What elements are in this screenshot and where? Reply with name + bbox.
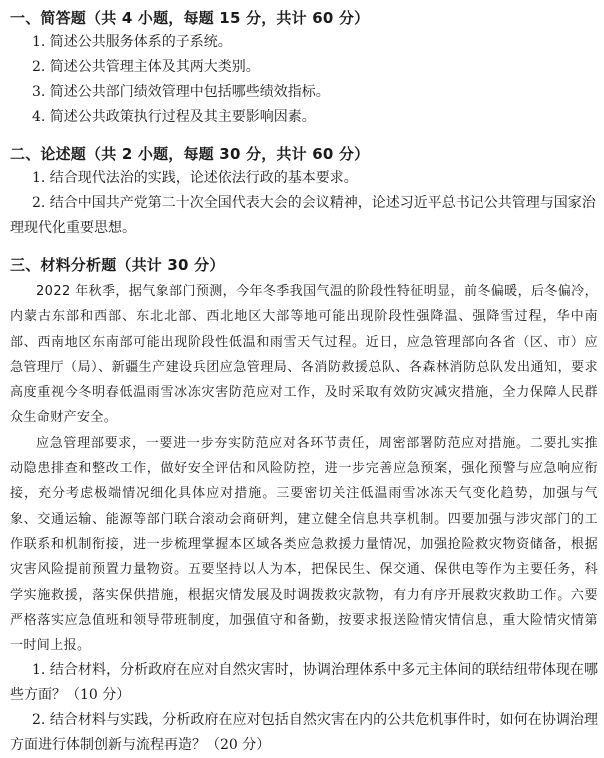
- section3-question-1: 1. 结合材料，分析政府在应对自然灾害时，协调治理体系中多元主体间的联结纽带体现在哪些方面？（10 分）: [10, 662, 598, 704]
- section3-title: 三、材料分析题（共计 30 分）: [10, 256, 225, 274]
- material-paragraph-1: 2022 年秋季，据气象部门预测，今年冬季我国气温的阶段性特征明显，前冬偏暖，后冬偏冷，内蒙古东部和西部、东北北部、西北地区大部等地可能出现阶段性强降温、强降雪过程，华中南部、西南地区东南部可能出现阶段性低温和雨雪天气过程。近日，应急管理部向各省（区、市）应急管理厅（局）、新疆生产建设兵团应急管理局、各消防救援总队、各森林消防总队发出通知，要求高度重视今冬明春低温雨雪冰冻灾害防范应对工作，及时采取有效防灾减灾措施，全力保障人民群众生命财产安全。: [10, 284, 598, 426]
- spacer: [10, 241, 598, 253]
- section1-question-1: 1. 简述公共服务体系的子系统。: [32, 34, 232, 50]
- section1-question-4: 4. 简述公共政策执行过程及其主要影响因素。: [32, 109, 316, 125]
- spacer: [10, 130, 598, 142]
- material-paragraph-2: 应急管理部要求，一要进一步夯实防范应对各环节责任，周密部署防范应对措施。二要扎实推动隐患排查和整改工作，做好安全评估和风险防控，进一步完善应急预案，强化预警与应急响应衔接，充分考虑极端情况细化具体应对措施。三要密切关注低温雨雪冰冻天气变化趋势，加强与气象、交通运输、能源等部门联合滚动会商研判，建立健全信息共享机制。四要加强与涉灾部门的工作联系和机制衔接，进一步梳理掌握本区域各类应急救援力量情况，加强抢险救灾物资储备，根据灾害风险提前预置力量物资。五要坚持以人为本，把保民生、保交通、保供电等作为主要任务，科学实施救援，落实保供措施，根据灾情发展及时调拨救灾款物，有力有序开展救灾救助工作。六要严格落实应急值班和领导带班制度，加强值守和备勤，按要求报送险情灾情信息，重大险情灾情第一时间上报。: [10, 435, 598, 654]
- section3-question-2: 2. 结合材料与实践，分析政府在应对包括自然灾害在内的公共危机事件时，如何在协调治理方面进行体制创新与流程再造？（20 分）: [10, 712, 598, 754]
- section2-question-2: 2. 结合中国共产党第二十次全国代表大会的会议精神，论述习近平总书记公共管理与国家治理现代化重要思想。: [10, 195, 596, 236]
- section1-title: 一、简答题（共 4 小题，每题 15 分，共计 60 分）: [10, 9, 370, 27]
- section2-question-1: 1. 结合现代法治的实践，论述依法行政的基本要求。: [32, 170, 358, 186]
- section2-title: 二、论述题（共 2 小题，每题 30 分，共计 60 分）: [10, 145, 370, 163]
- section1-question-3: 3. 简述公共部门绩效管理中包括哪些绩效指标。: [32, 84, 330, 100]
- material-text: [10, 279, 598, 658]
- section1-question-2: 2. 简述公共管理主体及其两大类别。: [32, 59, 260, 75]
